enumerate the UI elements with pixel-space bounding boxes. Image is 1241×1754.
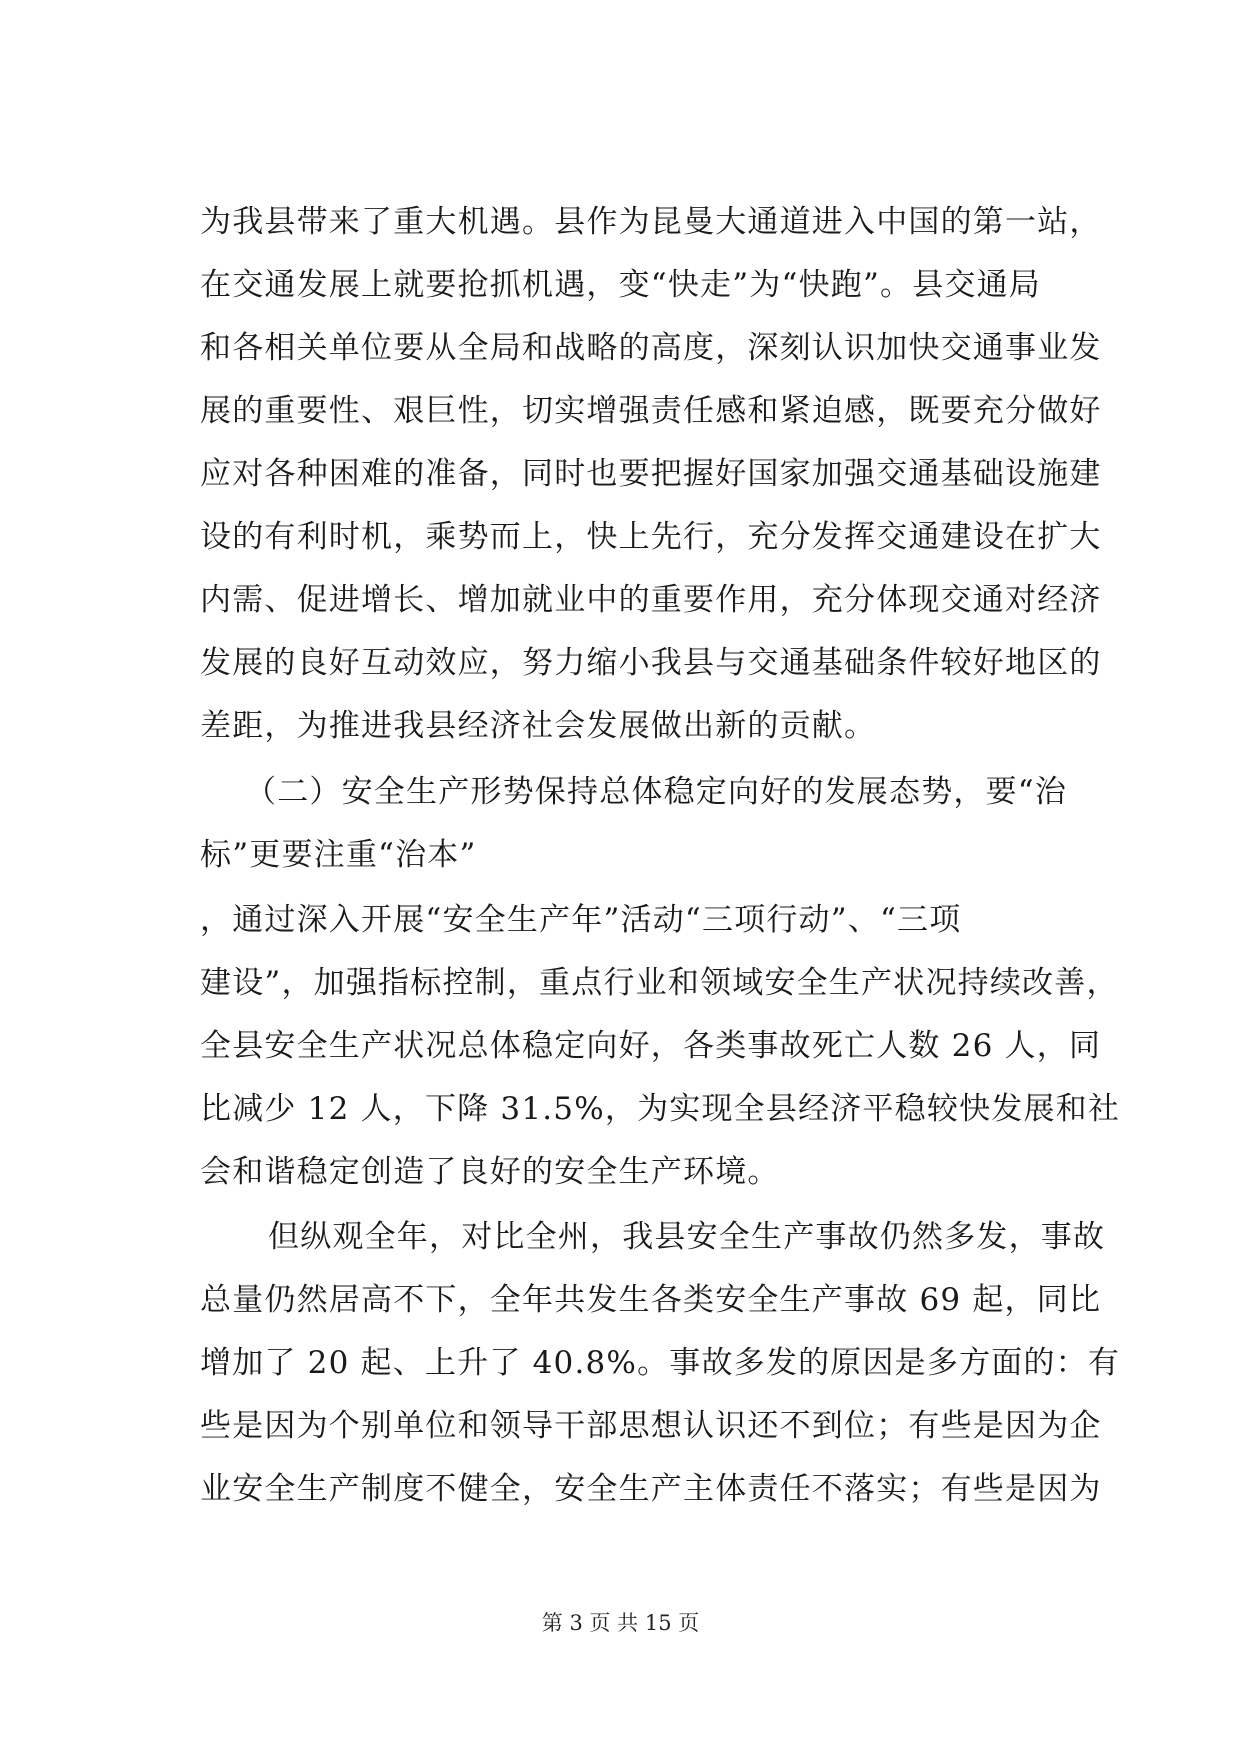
- page-number-footer: 第 3 页 共 15 页: [541, 1611, 700, 1635]
- text-line: 总量仍然居高不下，全年共发生各类安全生产事故 69 起，同比: [200, 1282, 1102, 1318]
- text-line: 内需、促进增长、增加就业中的重要作用，充分体现交通对经济: [200, 582, 1102, 618]
- text-line: 比减少 12 人，下降 31.5%，为实现全县经济平稳较快发展和社: [200, 1091, 1121, 1127]
- text-line: 些是因为个别单位和领导干部思想认识还不到位；有些是因为企: [200, 1408, 1102, 1444]
- text-line: 和各相关单位要从全局和战略的高度，深刻认识加快交通事业发: [200, 330, 1102, 366]
- section-heading-line: 标”更要注重“治本”: [200, 837, 477, 873]
- text-line: 在交通发展上就要抢抓机遇，变“快走”为“快跑”。县交通局: [200, 267, 1041, 303]
- text-line: 但纵观全年，对比全州，我县安全生产事故仍然多发，事故: [268, 1219, 1106, 1255]
- text-line: 差距，为推进我县经济社会发展做出新的贡献。: [200, 708, 877, 744]
- section-heading-line: （二）安全生产形势保持总体稳定向好的发展态势，要“治: [245, 774, 1068, 810]
- text-line: 发展的良好互动效应，努力缩小我县与交通基础条件较好地区的: [200, 645, 1102, 681]
- text-line: 会和谐稳定创造了良好的安全生产环境。: [200, 1154, 780, 1190]
- text-line: 增加了 20 起、上升了 40.8%。事故多发的原因是多方面的：有: [200, 1345, 1121, 1381]
- text-line: 设的有利时机，乘势而上，快上先行，充分发挥交通建设在扩大: [200, 519, 1102, 555]
- text-line: 应对各种困难的准备，同时也要把握好国家加强交通基础设施建: [200, 456, 1102, 492]
- text-line: ，通过深入开展“安全生产年”活动“三项行动”、“三项: [200, 902, 962, 938]
- text-line: 展的重要性、艰巨性，切实增强责任感和紧迫感，既要充分做好: [200, 393, 1102, 429]
- text-line: 建设”，加强指标控制，重点行业和领域安全生产状况持续改善，: [200, 965, 1119, 1001]
- text-line: 业安全生产制度不健全，安全生产主体责任不落实；有些是因为: [200, 1471, 1102, 1507]
- text-line: 为我县带来了重大机遇。县作为昆曼大通道进入中国的第一站，: [200, 204, 1102, 240]
- text-line: 全县安全生产状况总体稳定向好，各类事故死亡人数 26 人，同: [200, 1028, 1102, 1064]
